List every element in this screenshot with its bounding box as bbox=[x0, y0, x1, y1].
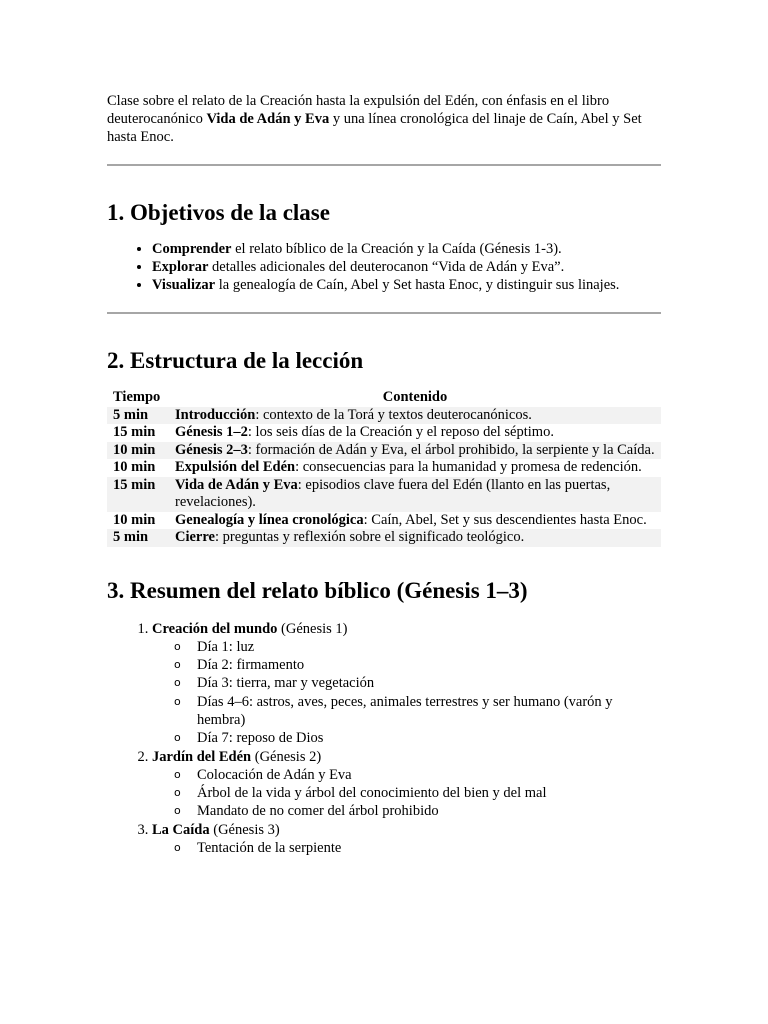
row-topic: Genealogía y línea cronológica bbox=[175, 511, 364, 528]
summary-item bbox=[152, 748, 661, 821]
row-time: 15 min bbox=[107, 477, 169, 512]
row-description: : contexto de la Torá y textos deuterocanónicos. bbox=[255, 406, 532, 423]
table-row bbox=[107, 424, 661, 442]
summary-subitem bbox=[174, 839, 661, 857]
summary-subitem bbox=[174, 729, 661, 747]
intro-bold-title: Vida de Adán y Eva bbox=[206, 111, 330, 127]
row-topic: Vida de Adán y Eva bbox=[175, 476, 298, 493]
row-content bbox=[169, 407, 661, 425]
summary-subitem-text: Colocación de Adán y Eva bbox=[197, 766, 352, 783]
intro-text: Clase sobre el relato de la Creación hasta la expulsión del Edén, con énfasis en el libro deuterocanónico bbox=[107, 93, 610, 127]
row-topic: Génesis 2–3 bbox=[175, 441, 248, 458]
lesson-table bbox=[107, 389, 661, 547]
row-topic: Expulsión del Edén bbox=[175, 459, 296, 475]
row-description: : consecuencias para la humanidad y promesa de redención. bbox=[295, 459, 642, 475]
row-time: 15 min bbox=[113, 424, 156, 440]
summary-subitem bbox=[174, 674, 661, 692]
row-content bbox=[169, 442, 661, 460]
table-row bbox=[107, 459, 661, 477]
summary-subitem bbox=[174, 693, 661, 730]
column-header-time: Tiempo bbox=[113, 389, 161, 405]
row-content bbox=[169, 512, 661, 530]
summary-subitem bbox=[174, 766, 661, 784]
summary-item-title: La Caída bbox=[152, 821, 210, 838]
row-description: : Caín, Abel, Set y sus descendientes hasta Enoc. bbox=[363, 511, 647, 528]
objective-keyword: Explorar bbox=[152, 259, 209, 275]
circle-bullet-icon: o bbox=[174, 694, 181, 708]
summary-subitem-text: Árbol de la vida y árbol del conocimiento del bien y del mal bbox=[197, 785, 547, 802]
table-row bbox=[107, 407, 661, 425]
objective-item bbox=[152, 240, 661, 258]
summary-item-reference: (Génesis 1) bbox=[277, 620, 348, 637]
objective-text: detalles adicionales del deuterocanon “Vida de Adán y Eva”. bbox=[208, 259, 565, 275]
summary-subitem-text: Día 2: firmamento bbox=[197, 657, 305, 674]
objectives-list bbox=[107, 240, 661, 294]
table-row bbox=[107, 477, 661, 512]
circle-bullet-icon: o bbox=[174, 676, 181, 690]
summary-sublist bbox=[152, 638, 661, 748]
summary-subitem bbox=[174, 638, 661, 656]
table-header-row bbox=[107, 389, 661, 407]
circle-bullet-icon: o bbox=[174, 804, 181, 818]
summary-subitem-text: Día 1: luz bbox=[197, 638, 255, 655]
circle-bullet-icon: o bbox=[174, 786, 181, 800]
section-heading-summary: 3. Resumen del relato bíblico (Génesis 1–3) bbox=[107, 577, 528, 603]
summary-item bbox=[152, 620, 661, 748]
section-heading-structure: 2. Estructura de la lección bbox=[107, 348, 364, 373]
row-topic: Introducción bbox=[175, 406, 256, 423]
objective-item bbox=[152, 258, 661, 276]
summary-subitem-text: Día 3: tierra, mar y vegetación bbox=[197, 675, 375, 692]
row-content bbox=[169, 459, 661, 477]
document-content bbox=[107, 92, 661, 857]
intro-text-end: y una línea cronológica del linaje de Caín, Abel y Set hasta Enoc. bbox=[107, 111, 642, 145]
row-time: 10 min bbox=[107, 442, 169, 460]
circle-bullet-icon: o bbox=[174, 841, 181, 855]
circle-bullet-icon: o bbox=[174, 731, 181, 745]
objective-text: el relato bíblico de la Creación y la Caída (Génesis 1-3). bbox=[231, 241, 562, 257]
summary-item-reference: (Génesis 3) bbox=[209, 821, 280, 838]
circle-bullet-icon: o bbox=[174, 639, 181, 653]
circle-bullet-icon: o bbox=[174, 767, 181, 781]
divider bbox=[107, 164, 661, 166]
section-heading-objectives: 1. Objetivos de la clase bbox=[107, 200, 330, 225]
summary-item bbox=[152, 821, 661, 858]
summary-list bbox=[107, 620, 661, 858]
row-description: : episodios clave fuera del Edén (llanto en las puertas, revelaciones). bbox=[175, 476, 611, 510]
summary-subitem-text: Días 4–6: astros, aves, peces, animales terrestres y ser humano (varón y hembra) bbox=[197, 693, 613, 728]
summary-subitem bbox=[174, 802, 661, 820]
summary-subitem-text: Mandato de no comer del árbol prohibido bbox=[197, 803, 439, 820]
objective-text: la genealogía de Caín, Abel y Set hasta Enoc, y distinguir sus linajes. bbox=[215, 277, 620, 293]
intro-paragraph bbox=[107, 92, 661, 146]
objective-keyword: Comprender bbox=[152, 241, 232, 257]
summary-sublist bbox=[152, 839, 661, 857]
row-time: 10 min bbox=[113, 459, 156, 475]
summary-subitem bbox=[174, 784, 661, 802]
row-topic: Cierre bbox=[175, 529, 215, 545]
summary-sublist bbox=[152, 766, 661, 821]
summary-subitem-text: Día 7: reposo de Dios bbox=[197, 730, 324, 747]
column-header-content: Contenido bbox=[382, 389, 448, 405]
row-time: 5 min bbox=[107, 407, 169, 425]
row-description: : preguntas y reflexión sobre el significado teológico. bbox=[214, 529, 525, 545]
summary-item-reference: (Génesis 2) bbox=[251, 748, 322, 765]
summary-item-title: Jardín del Edén bbox=[152, 748, 252, 765]
row-content bbox=[169, 529, 661, 547]
objective-item bbox=[152, 276, 661, 294]
table-row bbox=[107, 442, 661, 460]
row-time: 10 min bbox=[113, 511, 156, 528]
summary-item-title: Creación del mundo bbox=[152, 620, 278, 637]
row-description: : los seis días de la Creación y el reposo del séptimo. bbox=[247, 424, 554, 440]
objective-keyword: Visualizar bbox=[152, 277, 216, 293]
summary-subitem-text: Tentación de la serpiente bbox=[197, 840, 342, 857]
summary-subitem bbox=[174, 656, 661, 674]
row-content bbox=[169, 477, 661, 512]
table-row bbox=[107, 512, 661, 530]
row-time: 5 min bbox=[107, 529, 169, 547]
row-topic: Génesis 1–2 bbox=[175, 424, 248, 440]
row-content bbox=[169, 424, 661, 442]
circle-bullet-icon: o bbox=[174, 658, 181, 672]
row-description: : formación de Adán y Eva, el árbol prohibido, la serpiente y la Caída. bbox=[247, 441, 655, 458]
divider bbox=[107, 312, 661, 314]
table-row bbox=[107, 529, 661, 547]
